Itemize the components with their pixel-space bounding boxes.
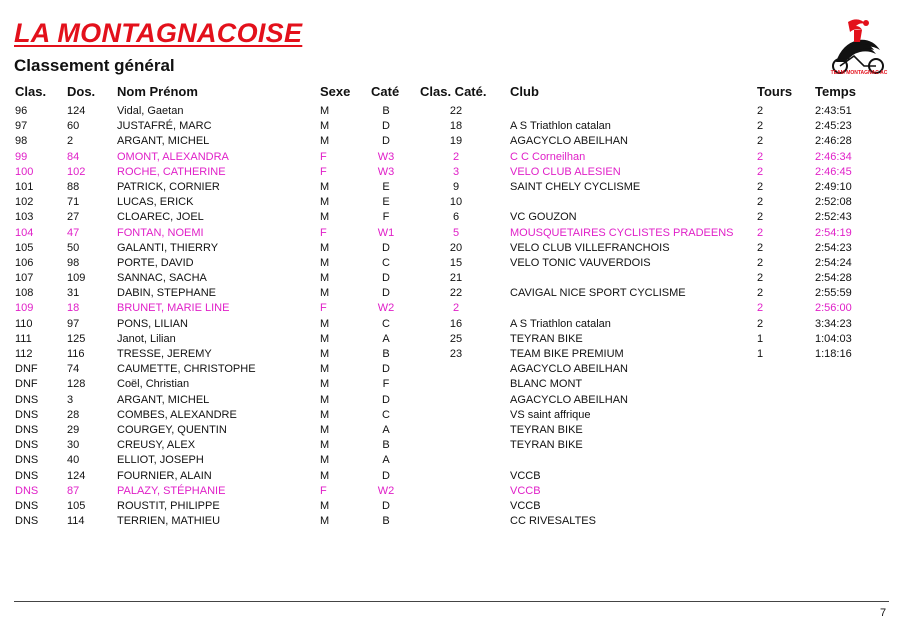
cell-tours: 2 — [757, 150, 764, 163]
cell-sexe: M — [320, 272, 330, 285]
cell-sexe: M — [320, 135, 330, 148]
cell-sexe: M — [320, 469, 330, 482]
col-header-club: Club — [510, 84, 539, 99]
cell-dos: 31 — [67, 287, 80, 300]
table-row — [0, 347, 900, 362]
cell-clas-cate: 2 — [452, 150, 460, 163]
cell-tours: 2 — [757, 120, 764, 133]
cell-sexe: M — [320, 332, 330, 345]
table-row — [0, 210, 900, 225]
col-header-cate: Caté — [371, 84, 400, 99]
cell-dos: 40 — [67, 454, 80, 467]
table-row — [0, 469, 900, 484]
cell-club: AGACYCLO ABEILHAN — [510, 363, 628, 376]
cell-tours: 2 — [757, 196, 764, 209]
table-row — [0, 362, 900, 377]
cell-clas: 107 — [15, 272, 34, 285]
cell-clas: 109 — [15, 302, 34, 315]
page-subtitle: Classement général — [14, 56, 175, 75]
cell-clas: 98 — [15, 135, 28, 148]
table-row — [0, 226, 900, 241]
page-number: 7 — [880, 607, 887, 619]
cell-tours: 2 — [757, 317, 764, 330]
cell-cate: A — [382, 423, 390, 436]
cell-club: VCCB — [510, 499, 541, 512]
cell-club: VCCB — [510, 469, 541, 482]
table-row — [0, 256, 900, 271]
cell-cate: W3 — [377, 150, 395, 163]
cell-dos: 74 — [67, 363, 80, 376]
cell-cate: D — [382, 120, 390, 133]
cell-clas-cate: 18 — [449, 120, 463, 133]
cell-sexe: F — [320, 226, 327, 239]
cell-sexe: M — [320, 211, 330, 224]
cell-clas-cate: 25 — [449, 332, 463, 345]
cell-clas-cate: 22 — [449, 287, 463, 300]
cell-club: AGACYCLO ABEILHAN — [510, 135, 628, 148]
cell-name: JUSTAFRÉ, MARC — [117, 120, 212, 133]
cell-name: Janot, Lilian — [117, 332, 176, 345]
cell-dos: 109 — [67, 272, 86, 285]
cell-sexe: M — [320, 348, 330, 360]
cell-sexe: M — [320, 256, 330, 269]
cell-dos: 88 — [67, 180, 80, 193]
table-row — [0, 438, 900, 453]
cell-dos: 124 — [67, 105, 86, 117]
cell-name: ROUSTIT, PHILIPPE — [117, 499, 220, 512]
cell-name: SANNAC, SACHA — [117, 272, 207, 285]
cell-sexe: M — [320, 378, 330, 391]
cell-dos: 125 — [67, 332, 86, 345]
cell-clas: DNF — [15, 378, 38, 391]
table-row — [0, 453, 900, 468]
cell-tours: 1 — [757, 348, 764, 360]
cell-sexe: F — [320, 150, 327, 163]
cell-cate: W2 — [377, 302, 395, 315]
cell-temps: 2:55:59 — [815, 287, 852, 300]
table-row — [0, 423, 900, 438]
cell-name: FONTAN, NOEMI — [117, 226, 204, 239]
cell-clas-cate: 23 — [449, 348, 463, 360]
cell-temps: 2:43:51 — [815, 105, 852, 117]
cell-tours: 1 — [757, 332, 764, 345]
cell-temps: 1:18:16 — [815, 348, 852, 360]
cell-club: TEYRAN BIKE — [510, 423, 583, 436]
table-row — [0, 104, 900, 119]
cell-cate: B — [382, 439, 390, 452]
cell-dos: 98 — [67, 256, 80, 269]
cell-temps: 2:46:45 — [815, 165, 852, 178]
table-row — [0, 484, 900, 499]
team-logo-icon — [828, 16, 888, 78]
cell-dos: 3 — [67, 393, 74, 406]
cell-dos: 50 — [67, 241, 80, 254]
cell-cate: B — [382, 105, 390, 117]
cell-dos: 47 — [67, 226, 80, 239]
cell-cate: D — [382, 499, 390, 512]
cell-sexe: M — [320, 317, 330, 330]
cell-tours: 2 — [757, 226, 764, 239]
cell-dos: 116 — [67, 348, 85, 360]
cell-clas: 110 — [15, 317, 33, 330]
cell-name: DABIN, STEPHANE — [117, 287, 217, 300]
cell-clas: DNS — [15, 484, 39, 497]
cell-tours: 2 — [757, 272, 764, 285]
table-row — [0, 180, 900, 195]
cell-dos: 18 — [67, 302, 80, 315]
cell-cate: E — [382, 180, 390, 193]
cell-temps: 1:04:03 — [815, 332, 852, 345]
cell-temps: 2:52:43 — [815, 211, 852, 224]
cell-tours: 2 — [757, 302, 764, 315]
col-header-dos: Dos. — [67, 84, 96, 99]
cell-temps: 2:52:08 — [815, 196, 852, 209]
cell-clas-cate: 2 — [452, 302, 460, 315]
cell-club: TEYRAN BIKE — [510, 439, 583, 452]
cell-clas-cate: 22 — [449, 105, 463, 117]
cell-clas: 102 — [15, 196, 34, 209]
cell-clas-cate: 16 — [449, 317, 463, 330]
table-row — [0, 301, 900, 316]
cell-cate: W2 — [377, 484, 395, 497]
cell-cate: C — [382, 408, 390, 421]
table-row — [0, 150, 900, 165]
cell-clas-cate: 20 — [449, 241, 463, 254]
cell-name: FOURNIER, ALAIN — [117, 469, 212, 482]
cell-name: LUCAS, ERICK — [117, 196, 194, 209]
table-row — [0, 499, 900, 514]
cell-clas: 101 — [15, 180, 34, 193]
cell-clas-cate: 21 — [449, 272, 463, 285]
cell-temps: 2:45:23 — [815, 120, 852, 133]
cell-temps: 2:46:28 — [815, 135, 852, 148]
cell-dos: 114 — [67, 515, 85, 528]
cell-club: C C Corneilhan — [510, 150, 586, 163]
table-row — [0, 332, 900, 347]
cell-name: ARGANT, MICHEL — [117, 135, 210, 148]
cell-temps: 2:56:00 — [815, 302, 852, 315]
cell-club: AGACYCLO ABEILHAN — [510, 393, 628, 406]
cell-club: TEYRAN BIKE — [510, 332, 583, 345]
cell-sexe: M — [320, 196, 330, 209]
cell-clas-cate: 5 — [452, 226, 460, 239]
cell-tours: 2 — [757, 211, 764, 224]
cell-name: COURGEY, QUENTIN — [117, 423, 227, 436]
cell-club: VS saint affrique — [510, 408, 591, 421]
cell-clas: 99 — [15, 150, 28, 163]
cell-clas: DNS — [15, 515, 39, 528]
cell-cate: D — [382, 241, 390, 254]
logo-caption: TEAM MONTAGNAC AC — [830, 70, 888, 76]
cell-clas: 97 — [15, 120, 28, 133]
table-row — [0, 514, 900, 529]
cell-cate: B — [382, 515, 390, 528]
cell-tours: 2 — [757, 241, 764, 254]
results-table — [0, 104, 900, 529]
cell-cate: D — [382, 272, 390, 285]
cell-dos: 29 — [67, 423, 80, 436]
cell-dos: 27 — [67, 211, 80, 224]
cell-temps: 2:54:19 — [815, 226, 852, 239]
table-row — [0, 271, 900, 286]
cell-name: PATRICK, CORNIER — [117, 180, 220, 193]
cell-dos: 28 — [67, 408, 80, 421]
cell-clas: 111 — [15, 332, 32, 345]
cell-clas: DNS — [15, 393, 39, 406]
cell-club: CC RIVESALTES — [510, 515, 596, 528]
cell-cate: W3 — [377, 165, 395, 178]
cell-cate: D — [382, 469, 390, 482]
cell-cate: D — [382, 393, 390, 406]
cell-name: CAUMETTE, CHRISTOPHE — [117, 363, 256, 376]
cell-name: PONS, LILIAN — [117, 317, 188, 330]
table-row — [0, 377, 900, 392]
table-row — [0, 195, 900, 210]
cell-club: BLANC MONT — [510, 378, 583, 391]
cell-sexe: M — [320, 180, 330, 193]
table-row — [0, 317, 900, 332]
cell-sexe: M — [320, 363, 330, 376]
cell-club: CAVIGAL NICE SPORT CYCLISME — [510, 287, 686, 300]
cell-clas: 100 — [15, 165, 34, 178]
cell-club: MOUSQUETAIRES CYCLISTES PRADEENS — [510, 226, 734, 239]
cell-tours: 2 — [757, 256, 764, 269]
cell-name: CREUSY, ALEX — [117, 439, 196, 452]
cell-dos: 97 — [67, 317, 80, 330]
cell-clas: DNS — [15, 423, 39, 436]
col-header-name: Nom Prénom — [117, 84, 198, 99]
cell-name: OMONT, ALEXANDRA — [117, 150, 229, 163]
cell-clas: DNS — [15, 499, 39, 512]
cell-sexe: M — [320, 408, 330, 421]
cell-tours: 2 — [757, 180, 764, 193]
cell-clas: DNF — [15, 363, 38, 376]
col-header-clas: Clas. — [15, 84, 47, 99]
cell-tours: 2 — [757, 135, 764, 148]
cell-dos: 124 — [67, 469, 86, 482]
cell-cate: B — [382, 348, 390, 360]
cell-sexe: M — [320, 105, 330, 117]
cell-club: A S Triathlon catalan — [510, 120, 611, 133]
cell-dos: 60 — [67, 120, 80, 133]
cell-name: COMBES, ALEXANDRE — [117, 408, 237, 421]
cell-cate: A — [382, 332, 390, 345]
cell-clas: DNS — [15, 439, 39, 452]
cell-name: BRUNET, MARIE LINE — [117, 302, 230, 315]
cell-temps: 2:54:23 — [815, 241, 852, 254]
cell-temps: 2:54:24 — [815, 256, 852, 269]
cell-club: A S Triathlon catalan — [510, 317, 611, 330]
cell-sexe: M — [320, 515, 330, 528]
cell-club: VCCB — [510, 484, 541, 497]
cell-clas: 103 — [15, 211, 34, 224]
cell-sexe: F — [320, 165, 327, 178]
cell-name: CLOAREC, JOEL — [117, 211, 204, 224]
cell-clas: DNS — [15, 408, 39, 421]
cell-name: ARGANT, MICHEL — [117, 393, 210, 406]
cell-name: PORTE, DAVID — [117, 256, 194, 269]
cell-sexe: M — [320, 499, 330, 512]
cell-cate: D — [382, 135, 390, 148]
cell-name: Coël, Christian — [117, 378, 190, 391]
cell-temps: 2:46:34 — [815, 150, 852, 163]
cell-club: VELO CLUB VILLEFRANCHOIS — [510, 241, 670, 254]
cell-club: VELO CLUB ALESIEN — [510, 165, 621, 178]
cell-temps: 3:34:23 — [815, 317, 852, 330]
col-header-sexe: Sexe — [320, 84, 351, 99]
cell-clas-cate: 6 — [452, 211, 460, 224]
cell-tours: 2 — [757, 165, 764, 178]
cell-clas: 96 — [15, 105, 28, 117]
cell-clas: 112 — [15, 348, 33, 360]
table-row — [0, 134, 900, 149]
cell-cate: F — [382, 211, 390, 224]
table-row — [0, 241, 900, 256]
cell-club: TEAM BIKE PREMIUM — [510, 348, 624, 360]
cell-cate: E — [382, 196, 390, 209]
cell-cate: D — [382, 287, 390, 300]
cell-clas: 105 — [15, 241, 34, 254]
cell-name: GALANTI, THIERRY — [117, 241, 219, 254]
cell-name: TRESSE, JEREMY — [117, 348, 212, 360]
cell-tours: 2 — [757, 105, 764, 117]
cell-clas: 108 — [15, 287, 34, 300]
cell-sexe: M — [320, 241, 330, 254]
cell-cate: C — [382, 256, 390, 269]
cell-sexe: F — [320, 484, 327, 497]
cell-cate: D — [382, 363, 390, 376]
cell-sexe: M — [320, 287, 330, 300]
cell-temps: 2:54:28 — [815, 272, 852, 285]
table-row — [0, 286, 900, 301]
cell-name: ELLIOT, JOSEPH — [117, 454, 204, 467]
cell-clas-cate: 3 — [452, 165, 460, 178]
cell-name: ROCHE, CATHERINE — [117, 165, 226, 178]
cell-dos: 84 — [67, 150, 80, 163]
col-header-clas-cate: Clas. Caté. — [420, 84, 487, 99]
cell-cate: W1 — [377, 226, 395, 239]
cell-clas: DNS — [15, 454, 39, 467]
cell-clas-cate: 15 — [449, 256, 463, 269]
cell-dos: 105 — [67, 499, 86, 512]
col-header-temps: Temps — [815, 84, 856, 99]
cell-dos: 87 — [67, 484, 80, 497]
cell-clas-cate: 19 — [449, 135, 463, 148]
cell-sexe: M — [320, 439, 330, 452]
cell-club: SAINT CHELY CYCLISME — [510, 180, 641, 193]
cell-name: TERRIEN, MATHIEU — [117, 515, 221, 528]
cell-club: VELO TONIC VAUVERDOIS — [510, 256, 651, 269]
cell-sexe: M — [320, 423, 330, 436]
cell-dos: 102 — [67, 165, 86, 178]
cell-dos: 128 — [67, 378, 86, 391]
cell-name: PALAZY, STÉPHANIE — [117, 484, 226, 497]
cell-club: VC GOUZON — [510, 211, 577, 224]
footer-divider — [14, 601, 889, 602]
cell-name: Vidal, Gaetan — [117, 105, 184, 117]
cell-temps: 2:49:10 — [815, 180, 852, 193]
cell-tours: 2 — [757, 287, 764, 300]
cell-clas: 106 — [15, 256, 34, 269]
cell-sexe: F — [320, 302, 327, 315]
cell-clas: 104 — [15, 226, 34, 239]
cell-cate: A — [382, 454, 390, 467]
table-row — [0, 393, 900, 408]
cell-clas: DNS — [15, 469, 39, 482]
cell-sexe: M — [320, 120, 330, 133]
cell-clas-cate: 9 — [452, 180, 460, 193]
table-row — [0, 165, 900, 180]
cell-dos: 71 — [67, 196, 80, 209]
cell-dos: 2 — [67, 135, 74, 148]
cell-cate: C — [382, 317, 390, 330]
cell-sexe: M — [320, 454, 330, 467]
cell-sexe: M — [320, 393, 330, 406]
cell-clas-cate: 10 — [449, 196, 463, 209]
cell-cate: F — [382, 378, 390, 391]
cell-dos: 30 — [67, 439, 80, 452]
page-title: LA MONTAGNACOISE — [14, 18, 303, 48]
table-row — [0, 119, 900, 134]
table-row — [0, 408, 900, 423]
col-header-tours: Tours — [757, 84, 793, 99]
